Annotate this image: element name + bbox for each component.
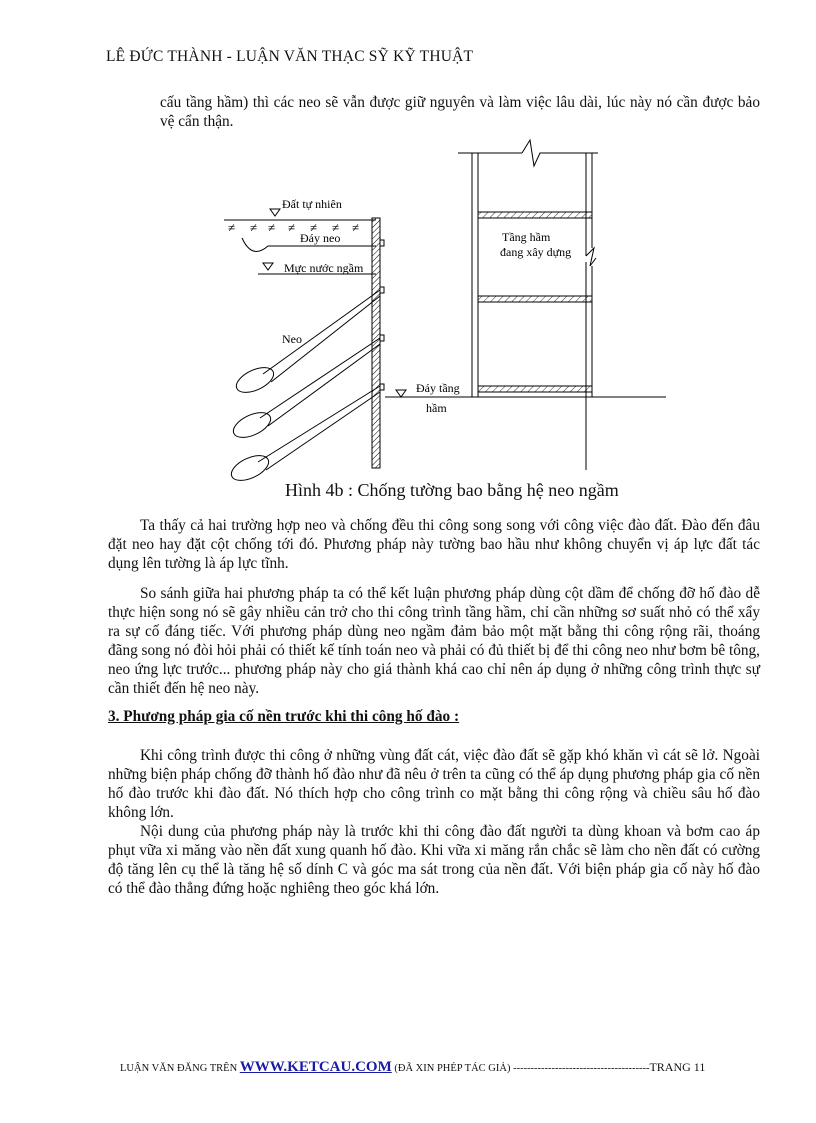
groundwater-marker: [263, 263, 273, 270]
svg-text:≠: ≠: [332, 220, 340, 235]
svg-text:≠: ≠: [268, 220, 276, 235]
paragraph-2: [108, 584, 760, 698]
svg-text:≠: ≠: [288, 220, 296, 235]
label-anchor: Neo: [282, 332, 302, 346]
svg-text:≠: ≠: [310, 220, 318, 235]
svg-text:≠: ≠: [352, 220, 360, 235]
label-anchor-bottom: Đáy neo: [300, 231, 341, 245]
basement-bottom-marker: [396, 390, 406, 397]
label-groundwater: Mực nước ngầm: [284, 261, 364, 275]
paragraph-4-text: Nội dung của phương pháp này là trước khi thi công đào đất người ta dùng khoan và bơm cao áp phụt vữa xi măng vào nền đất xung quanh hố đào. Khi vữa xi măng rắn chắc sẽ làm cho nền đất có cường độ tăng lên cụ thể là tăng hệ số dính C và góc ma sát trong của nền đất. Với biện pháp gia cố này hố đào có thể đào thẳng đứng hoặc nghiêng theo góc khá lớn.: [108, 823, 760, 897]
footer-prefix: LUẬN VĂN ĐĂNG TRÊN: [120, 1063, 238, 1074]
natural-ground-marker: [270, 209, 280, 216]
label-natural-ground: Đất tự nhiên: [282, 197, 342, 211]
svg-text:≠: ≠: [250, 220, 258, 235]
paragraph-3: [108, 746, 760, 822]
figure-caption: Hình 4b : Chống tường bao bằng hệ neo ngầm: [285, 480, 619, 500]
paragraph-1: [108, 516, 760, 573]
anchor-wall-figure: [0, 0, 816, 500]
paragraph-3-text: Khi công trình được thi công ở những vùng đất cát, việc đào đất sẽ gặp khó khăn vì cát sẽ lở. Ngoài những biện pháp chống đỡ thành hố đào như đã nêu ở trên ta cũng có thể áp dụng phương pháp gia cố nền hố đào trước khi đào đất. Nó thích hợp cho công trình co mặt bằng thi công rộng và chiều sâu hố đào không lớn.: [108, 747, 760, 821]
label-basement-bottom-1: Đáy tầng: [416, 381, 460, 395]
label-basement: Tầng hầm: [502, 230, 551, 244]
ground-anchors: [228, 290, 380, 486]
paragraph-2-text: So sánh giữa hai phương pháp ta có thể kết luận phương pháp dùng cột dầm để chống đỡ hố đào dễ thực hiện song nó sẽ gây nhiều cản trở cho thi công trình tầng hầm, chỉ cần những sơ suất nhỏ có thể xẩy ra sự cố đáng tiếc. Với phương pháp dùng neo ngầm đảm bảo một mặt bằng thi công rộng rãi, thoáng đãng song nó đòi hỏi phải có thiết kế tính toán neo và phải có đủ thiết bị để thi công neo như bơm bê tông, neo ứng lực trước... phương pháp này cho giá thành khá cao chỉ nên áp dụng ở những công trình thực sự cần thiết đến hệ neo này.: [108, 585, 760, 697]
section-heading: 3. Phương pháp gia cố nền trước khi thi công hố đào :: [108, 708, 460, 725]
footer-middle: (ĐÃ XIN PHÉP TÁC GIẢ) ---------------------------------------: [394, 1063, 650, 1074]
page-footer: [120, 1059, 750, 1076]
svg-text:≠: ≠: [228, 220, 236, 235]
running-header: LÊ ĐỨC THÀNH - LUẬN VĂN THẠC SỸ KỸ THUẬT: [106, 48, 474, 65]
label-basement-bottom-2: hầm: [426, 401, 447, 415]
paragraph-4: [108, 822, 760, 898]
page-number: TRANG 11: [649, 1060, 706, 1074]
intro-paragraph: cấu tầng hầm) thì các neo sẽ vẫn được giữ nguyên và làm việc lâu dài, lúc này nó cần được bảo vệ cẩn thận.: [160, 94, 760, 130]
label-under-construction: đang xây dựng: [500, 245, 572, 259]
footer-link[interactable]: WWW.KETCAU.COM: [239, 1059, 392, 1075]
basement-structure: [458, 140, 598, 470]
paragraph-1-text: Ta thấy cả hai trường hợp neo và chống đều thi công song song với công việc đào đất. Đào đến đâu đặt neo hay đặt cột chống tới đó. Phương pháp này tường bao hầu như không chuyển vị áp lực đất tác dụng lên tường là áp lực tĩnh.: [108, 517, 760, 572]
